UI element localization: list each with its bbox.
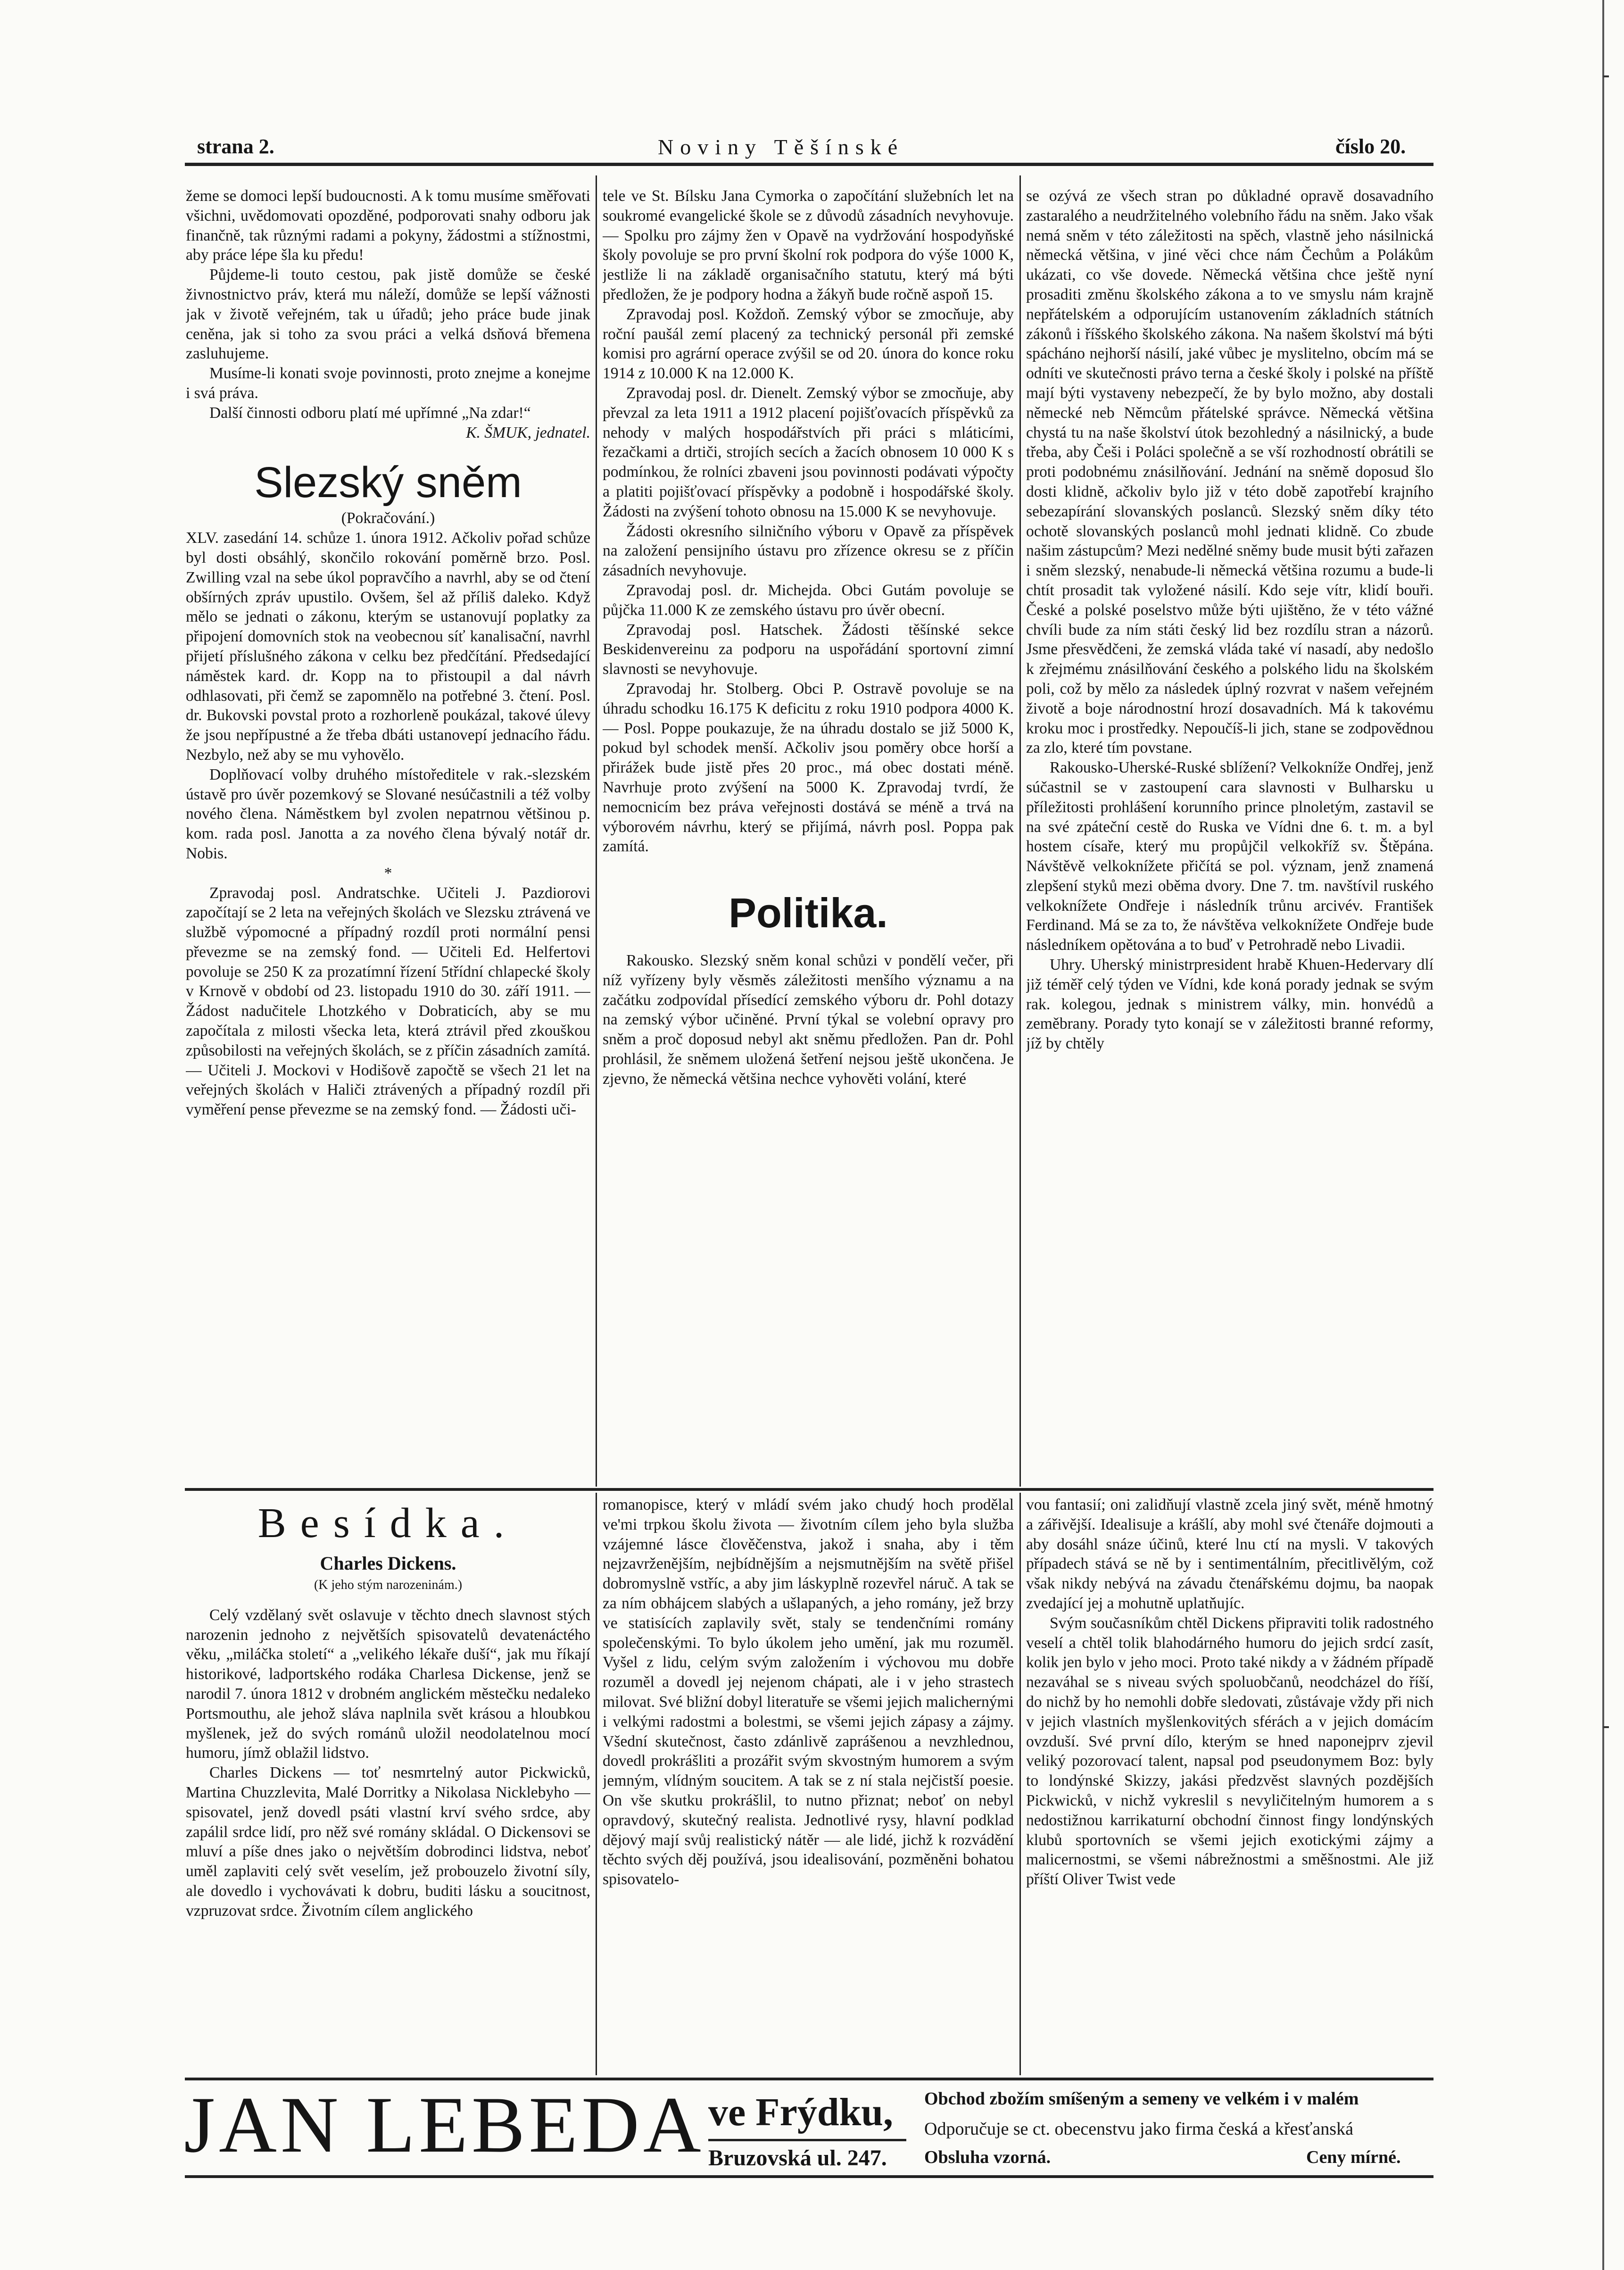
header-rule	[185, 163, 1433, 166]
article-title: Charles Dickens.	[320, 1553, 456, 1574]
scan-edge	[1602, 0, 1604, 2270]
column-divider	[1019, 1493, 1021, 2075]
paragraph: Další činnosti odboru platí mé upřímné „Na zdar!“	[209, 404, 531, 422]
paragraph: Půjdeme-li touto cestou, pak jistě domůže se české živnostnictvo práv, která mu náleží, domůže se lepší vážnosti jak v životě veřejném, tak u úřadů; jeho práce bude jinak ceněna, jak si toho za svou práci a velká dsňová břemena zasluhujeme.	[186, 266, 590, 363]
page-number: strana 2.	[197, 135, 274, 158]
issue-number: číslo 20.	[1335, 135, 1406, 158]
paragraph: Zpravodaj posl. dr. Dienelt. Zemský výbor se zmocňuje, aby převzal za leta 1911 a 1912 placení pojišťovacích příspěvků za nehody v malých hospodářstvích při práci s mláticími, řezačkami a drtiči, strojích secích a žacích obnosem 10 000 K s podmínkou, že rolníci zbaveni jsou povinnosti podávati výpočty a platiti pojišťovací příspěvky a podobně i hospodářské školy. Žádosti na zvýšení tohoto obnosu na 15.000 K se nevyhovuje.	[603, 384, 1014, 520]
advert-address: Bruzovská ul. 247.	[708, 2145, 887, 2170]
paragraph: Celý vzdělaný svět oslavuje v těchto dnech slavnost stých narozenin jednoho z největších spisovatelů devatenáctého věku, „miláčka století“ a „velikého lékaře duší“, jak mu říkají historikové, ladportského rodáka Charlesa Dickense, jenž se narodil 7. února 1812 v drobném anglickém městečku nedaleko Portsmouthu, ale jehož sláva naplnila svět krásou a hloubkou myšlenek, jež do svých románů uložil neodolatelnou mocí humoru, jímž oblažil lidstvo.	[186, 1606, 590, 1762]
advert-line-1: Obchod zbožím smíšeným a semeny ve velkém i v malém	[924, 2089, 1359, 2109]
paragraph: se ozývá ze všech stran po důkladné opravě dosavadního zastaralého a neudržitelného volebního řádu na sněm. Jako však nemá sněm v této záležitosti na spěch, vlastně jeho násilnická německá většina, v jiné věci chce nám Čechům a Polákům ukázati, co vše dovede. Německá většina chce ještě nyní prosaditi změnu školského zákona a to ve smyslu nám krajně nepřátelském a odporujícím ustanovením základních státních zákonů i říšského školského zákona. Na našem školství má býti spácháno nejhorší násilí, jaké vůbec je myslitelno, obcím má se odníti ve skutečnosti právo terna a české školy i polské na příště mají býti vystaveny nebezpečí, že by bylo možno, aby dostali německé neb Němcům přátelské správce. Německá většina chystá tu na naše školství útok bezohledný a násilnický, a bude třeba, aby Češi i Poláci společně a se vší rozhodností obrátili se proti podobnému znásilňování. Jednání na sněmě doposud šlo dosti klidně, ačkoliv bylo již v této době zapotřebí krajního sebezapírání slovanských poslanců. Slezský sněm díky této ochotě slovanských poslanců mohl jednati klidně. Co zbude našim zástupcům? Mezi nedělné sněmy bude musit býti zařazen i sněm slezský, nenabude-li německá většina rozumu a bude-li chtít prosadit tak vyložené násilí. Kdo seje vítr, klidí bouři. České a polské poselstvo může býti ujištěno, že v této vážné chvíli bude za ním státi český lid bez rozdílu stran a názorů. Jsme přesvědčeni, že zemská vláda také ví nasadí, aby nedošlo k zřejmému znásilňování českého a polského lidu na školském poli, což by mělo za následek úplný rozvrat v našem veřejném životě a boje národnostní hrozí dosavadních. Má k takovému kroku moc i prostředky. Nepoučíš-li jich, stane se zodpovědnou za zlo, které tím povstane.	[1026, 187, 1433, 757]
advert-service: Obsluha vzorná.	[924, 2147, 1051, 2167]
column-divider	[596, 175, 597, 1487]
besidka-column-1	[186, 1495, 590, 2078]
advert-underline	[708, 2139, 906, 2141]
advert-merchant-name: JAN LEBEDA	[184, 2080, 705, 2169]
besidka-column-3	[1026, 1495, 1433, 2078]
advert-town: ve Frýdku,	[708, 2090, 894, 2134]
advert-line-2: Odporučuje se ct. obecenstvu jako firma česká a křesťanská	[924, 2119, 1353, 2139]
paragraph: Zpravodaj posl. Koždoň. Zemský výbor se zmocňuje, aby roční paušál zemí placený za technický personál při zemské komisi pro agrární operace zvýšil se od 20. února do konce roku 1914 z 10.000 K na 12.000 K.	[603, 305, 1014, 382]
besidka-title: Besídka.	[257, 1500, 519, 1547]
column-divider	[596, 1493, 597, 2075]
column-2	[603, 186, 1014, 1488]
column-1	[186, 186, 590, 1488]
besidka-column-2	[603, 1495, 1014, 2078]
article-subtitle: (K jeho stým narozeninám.)	[314, 1578, 463, 1592]
paragraph: Doplňovací volby druhého místoředitele v rak.-slezském ústavě pro úvěr pozemkový se Slované nesúčastnili a též volby nového člena. Náměstkem byl zvolen nepatrnou většinou p. kom. rada posl. Janotta a za nového člena bývalý notář dr. Nobis.	[186, 765, 590, 862]
paragraph: XLV. zasedání 14. schůze 1. února 1912. Ačkoliv pořad schůze byl dosti obsáhlý, skončilo rokování poměrně brzo. Posl. Zwilling vzal na sebe úkol popravčího a navrhl, aby se od čtení obšírných zpráv upustilo. Ovšem, šel až příliš daleko. Když mělo se jednati o zákonu, kterým se ustanovují poplatky za připojení domovních stok na veobecnou síť kanalisační, navrhl přijetí příslušného zákona v celku bez předčítání. Předsedající náměstek kard. dr. Kopp na to přistoupil a dal návrh odhlasovati, při čemž se zapomnělo na potřebné 3. čtení. Posl. dr. Bukovski povstal proto a rozhorleně poukázal, takové úlevy že jsou nepřípustné a že třeba dbáti ustanovepí jednacího řádu. Nezbylo, než aby se mu vyhovělo.	[186, 529, 590, 764]
section-title-slezsky-snem: Slezský sněm	[254, 458, 522, 507]
advert-prices: Ceny mírné.	[1306, 2147, 1401, 2167]
section-subtitle: (Pokračování.)	[341, 509, 435, 527]
column-3	[1026, 186, 1433, 1488]
column-divider	[1019, 175, 1021, 1487]
paragraph: Musíme-li konati svoje povinnosti, proto znejme a konejme i svá práva.	[186, 365, 590, 402]
paragraph: tele ve St. Bílsku Jana Cymorka o započítání služebních let na soukromé evangelické škole se z důvodů zásadních nevyhovuje. — Spolku pro zájmy žen v Opavě na vydržování hospodyňské školy povoluje se pro první školní rok podpora do výše 1000 K, jestliže li na základě organisačního statutu, který má býti předložen, že je podpory hodna a žákyň bude ročně aspoň 15.	[603, 187, 1014, 303]
paragraph: Rakousko. Slezský sněm konal schůzi v pondělí večer, při níž vyřízeny byly věsměs záležitosti menšího významu a na začátku zodpovídal přísedící zemského výboru dr. Pohl dotazy na zemský výbor učiněné. První týkal se volební opravy pro sněm a proč doposud nebyl akt sněmu předložen. Pan dr. Pohl prohlásil, že sněmem uložená šetření nejsou ještě ukončena. Je zjevno, že německá většina nechce vyhověti volání, které	[603, 952, 1014, 1088]
paragraph: vou fantasií; oni zalidňují vlastně zcela jiný svět, méně hmotný a zářivější. Idealisuje a krášlí, aby mohl své čtenáře dojmouti a aby dosáhl snáze účinů, které lnu ctí na mysli. V takových případech stává se ně by i sentimentálním, přecitlivělým, což však nikdy nebývá na závadu čtenářskému dojmu, ba naopak zvedající jej a mohutně uplatňujíc.	[1026, 1496, 1433, 1612]
newspaper-name: Noviny Těšínské	[658, 135, 904, 159]
advert-rule-bottom	[185, 2175, 1433, 2178]
scan-mark	[1603, 1726, 1609, 1728]
paragraph: Zpravodaj posl. Andratschke. Učiteli J. Pazdiorovi započítají se 2 leta na veřejných školách ve Slezsku ztrávená ve službě výpomocné a případný rozdíl proti normální pensi převezme se na zemský fond. — Učiteli Ed. Helfertovi povoluje se 250 K za prozatímní řízení 5třídní chlapecké školy v Krnově v období od 23. listopadu 1910 do 30. září 1911. — Žádost nadučitele Lhotzkého v Dobraticích, aby se mu započítala z milosti všecka leta, která ztrávil před zkouškou způsobilosti na veřejných školách, se z příčin zásadních zamítá. — Učiteli J. Mockovi v Hodišově započtě se všech 21 let na veřejných školách v Haliči ztrávených a případný rozdíl při vyměření pense převezme se na zemský fond. — Žádosti uči-	[186, 884, 590, 1119]
feuilleton-rule	[185, 1488, 1433, 1491]
paragraph: Zpravodaj posl. dr. Michejda. Obci Gutám povoluje se půjčka 11.000 K ze zemského ústavu pro úvěr obecní.	[603, 581, 1014, 619]
paragraph: Zpravodaj posl. Hatschek. Žádosti těšínské sekce Beskidenvereinu za podporu na uspořádání sportovní zimní slavnosti se nevyhovuje.	[603, 621, 1014, 678]
paragraph: romanopisce, který v mládí svém jako chudý hoch prodělal ve'mi trpkou školu života — životním cílem jeho byla služba vzájemné lásce člověčenstva, jakož i snaha, aby i těm nejzavrženějším, nejbídnějším a nejsmutnějším na světě přišel dobromyslně vstříc, a aby jim láskyplně rozevřel náruč. A tak se za ním obhájcem slabých a ušlapaných, a jeho romány, jež brzy ve statisících zaplavily svět, staly se tendenčními romány společenskými. To bylo úkolem jeho umění, jak mu rozuměl. Vyšel z lidu, celým svým založením i výchovou mu dobře rozuměl a dovedl jej nejenom chápati, ale i v jeho strastech milovat. Své bližní dobyl literatuře se všemi jejich malichernými i velkými radostmi a bolestmi, se všemi jejich zápasy a zájmy. Všední skutečnost, často zdánlivě zaprášenou a nevzhlednou, dovedl prokrášliti a prozářit svým skvostným humorem a svým jemným, vlídným soucitem. A tak se z ní stala nejčistší poesie. On vše skutku prokrášlil, to nutno přiznat; neboť on nebyl opravdový, skutečný realista. Jednotlivé rysy, hlavní podklad dějový mají svůj realistický nátěr — ale lidé, jichž k rozvádění těchto svých děj používá, jsou idealisování, pozměněni bohatou spisovatelo-	[603, 1496, 1014, 1888]
paragraph: Charles Dickens — toť nesmrtelný autor Pickwicků, Martina Chuzzlevita, Malé Dorritky a Nikolasa Nicklebyho — spisovatel, jenž dovedl psáti vlastní krví svého srdce, aby zapálil srdce lidí, pro něž své romány skládal. O Dickensovi se mluví a píše dnes jako o největším dobrodinci lidstva, neboť uměl zaplaviti celý svět veselím, jež probouzelo životní síly, ale dovedlo i vychovávati k dobru, buditi lásku a soucitnost, vzpruzovat srdce. Životním cílem anglického	[186, 1764, 590, 1920]
paragraph: Rakousko-Uherské-Ruské sblížení? Velkokníže Ondřej, jenž súčastnil se v zastoupení cara slavnosti v Bulharsku u příležitosti prohlášení korunního prince plnoletým, zastavil se na své zpáteční cestě do Ruska ve Vídni dne 6. t. m. a byl hostem císaře, který mu propůjčil velkokříž sv. Štěpána. Návštěvě velkoknížete přičítá se pol. význam, jenž znamená zlepšení styků mezi oběma dvory. Dne 7. tm. navštívil ruského velkoknížete Ondřeje i následník trůnu arcivév. František Ferdinand. Má se za to, že návštěva velkoknížete Ondřeje bude následníkem opětována a to buď v Petrohradě nebo Livadii.	[1026, 759, 1433, 954]
paragraph: žeme se domoci lepší budoucnosti. A k tomu musíme směřovati všichni, uvědomovati opozděné, podporovati snahy odboru jak finančně, tak různými radami a pokyny, žádostmi a stížnostmi, aby práce lépe šla ku předu!	[186, 187, 590, 264]
signature: K. ŠMUK, jednatel.	[466, 424, 590, 441]
paragraph: Uhry. Uherský ministrpresident hrabě Khuen-Hedervary dlí již téměř celý týden ve Vídni, kde koná porady jednak se svým rak. kolegou, jednak s ministrem války, min. honvédů a zeměbrany. Porady tyto konají se v záležitosti branné reformy, jíž by chtěly	[1026, 956, 1433, 1053]
paragraph: Žádosti okresního silničního výboru v Opavě za příspěvek na založení pensijního ústavu pro zřízence okresu se z příčin zásadních nevyhovuje.	[603, 522, 1014, 580]
separator-star: *	[384, 864, 392, 882]
scan-mark	[1603, 75, 1609, 77]
section-title-politika: Politika.	[729, 890, 888, 937]
paragraph: Svým současníkům chtěl Dickens připraviti tolik radostného veselí a chtěl tolik blahodárného humoru do jejich srdcí zasít, kolik jen bylo v jeho moci. Proto také nikdy a v žádném případě nezaváhal se s niveau svých spoluobčanů, neodcházel do říší, do nichž by ho nemohli dobře sledovati, zůstávaje vždy při nich v jejich vlastních myšlenkovitých sférách a v jejich domácím ovzduší. Své první dílo, kterým se hned naponejprv zjevil veliký pozorovací talent, napsal pod pseudonymem Boz: byly to londýnské Skizzy, jakási předzvěst slavných pozdějších Pickwicků, v nichž vykreslil s nevyličitelným humorem a s nedostižnou karrikaturní obchodní činnost fingy londýnských klubů sportovních se všemi jejich exotickými zájmy a malicernostmi, se všemi nábrežnostmi a směšnostmi. Ale již příští Oliver Twist vede	[1026, 1614, 1433, 1888]
paragraph: Zpravodaj hr. Stolberg. Obci P. Ostravě povoluje se na úhradu schodku 16.175 K deficitu z roku 1910 podpora 4000 K. — Posl. Poppe poukazuje, že na úhradu dostalo se již 5000 K, pokud byl schodek menší. Ačkoliv jsou poměry obce horší a přirážek bude jistě přes 20 proc., má obec dostati méně. Navrhuje proto zvýšení na 5000 K. Zpravodaj tvrdí, že nemocnicím bez práva veřejnosti dostává se méně a trvá na výborovém návrhu, který se přijímá, návrh posl. Poppa pak zamítá.	[603, 680, 1014, 856]
